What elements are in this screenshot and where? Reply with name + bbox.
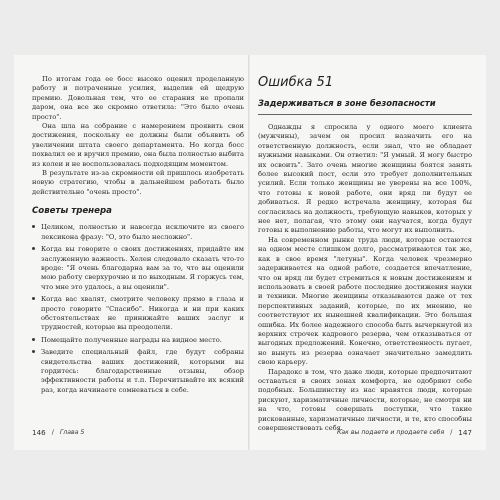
body-paragraph: В результате из-за скромности ей пришлось изобретать новую стратегию, чтобы в дальнейшем работать было действительно "очень просто".: [32, 169, 244, 196]
left-page-content: [32, 75, 244, 398]
body-paragraph: Однажды я спросила у одного моего клиента (мужчины), зачем он просил назначить его на ответственную должность, если знал, что не обладает нужными навыками. Он ответил: "Я умный. Я могу быстро их освоить". Зато очень многие женщины боятся занять более высокий пост, если это требует дополнительных усилий. Если только женщины не уверены на все 100%, что готовы к новой работе, они вряд ли будут ее добиваться. Я редко встречала женщину, которая бы согласилась на должность, требующую навыков, которых у нее нет, полагая, что этому они научатся, когда будут готовы к выполнению работы, что могут их выполнить.: [258, 123, 472, 235]
mistake-subtitle: Задерживаться в зоне безопасности: [258, 98, 436, 108]
tip-text: Когда вас хвалят, смотрите человеку прямо в глаза и просто говорите "Спасибо". Никогда и ни при каких обстоятельствах не принижайте ваших заслуг и трудностей, которые вы преодолели.: [41, 295, 244, 332]
bullet-icon: [32, 225, 35, 228]
tip-text: Помещайте полученные награды на видное место.: [41, 335, 222, 344]
tip-item: [32, 348, 244, 395]
tip-item: [32, 336, 244, 345]
footer-separator: /: [51, 429, 54, 436]
right-page: [250, 55, 486, 450]
footer-separator: /: [450, 429, 453, 436]
tip-item: [32, 245, 244, 292]
bullet-icon: [32, 350, 35, 353]
tips-heading: Советы тренера: [32, 206, 112, 217]
body-paragraph: На современном рынке труда люди, которые остаются на одном месте слишком долго, рассматриваются так же, как в свое время "летуны". Когда человек чрезмерно задерживается на одной работе, создается впечатление, что он вряд ли будет стремиться к новым достижениям и использовать в своей работе последние достижения науки и техники. Многие женщины отказываются даже от тех перспективных заданий, которые, по их мнению, не соответствуют их нынешней квалификации. Это большая ошибка. Их более надежного способа быть вычеркнутой из верхних строчек кадрового резерва, чем отказываться от выгодных предложений. Конечно, ответственность пугает, но вынуть из резерва означает значительно замедлить свою карьеру.: [258, 235, 472, 367]
tip-text: Когда вы говорите о своих достижениях, придайте им заслуженную важность. Хелен следовало сказать что-то вроде: "Я очень благодарна вам за то, что вы оценили мою работу сверхурочно и по выходным. Я горжусь тем, что мне это удалось, а вы оценили".: [41, 245, 244, 291]
mistake-title: Ошибка 51: [258, 75, 334, 90]
bullet-icon: [32, 297, 35, 300]
page-number: 147: [458, 428, 472, 437]
tip-item: [32, 223, 244, 242]
page-number: 146: [32, 428, 46, 437]
tip-text: Целиком, полностью и навсегда исключите из своего лексикона фразу: "О, это было несложно".: [41, 223, 244, 241]
bullet-icon: [32, 247, 35, 250]
tip-item: [32, 295, 244, 333]
left-page: [14, 55, 250, 450]
right-page-content: [258, 75, 472, 433]
body-paragraph: По итогам года ее босс высоко оценил проделанную работу и потраченные усилия, выделив ей щедрую премию. Довольная тем, что ее старания не пропали даром, она все же скромно ответила: "Это было очень просто".: [32, 75, 244, 121]
right-page-footer: [258, 428, 472, 437]
left-page-footer: [32, 428, 236, 437]
body-paragraph: Она шла на собрание с намерением проявить свои достижения, поскольку ее должны были объявить об увеличении штата своего департамента. Но когда босс похвалил ее и вручил премию, она была полностью выбита из колеи и не воспользовалась подходящим моментом.: [32, 122, 244, 168]
bullet-icon: [32, 338, 35, 341]
tip-text: Заведите специальный файл, где будут собраны свидетельства ваших достижений, которыми вы гордитесь: благодарственные отзывы, обзор эффективности работы и т.п. Перечитывайте их всякий раз, когда начинаете сомневаться в себе.: [41, 348, 244, 394]
book-title-label: Как вы подаете и продаете себя: [336, 429, 445, 436]
heading-rule: [258, 114, 472, 115]
body-paragraph: Парадокс в том, что даже люди, которые предпочитают оставаться в своих зонах комфорта, не одобряют себе подобных. Большинству из нас нравятся люди, которые рискуют, харизматичные личности, которые, не смотря ни на что, готовы совершать поступки, что такие рискованные, харизматичные личности, и те, кто способны совершенствовать себя.: [258, 367, 472, 432]
chapter-label: Глава 5: [59, 429, 85, 436]
tips-list: [32, 223, 244, 395]
